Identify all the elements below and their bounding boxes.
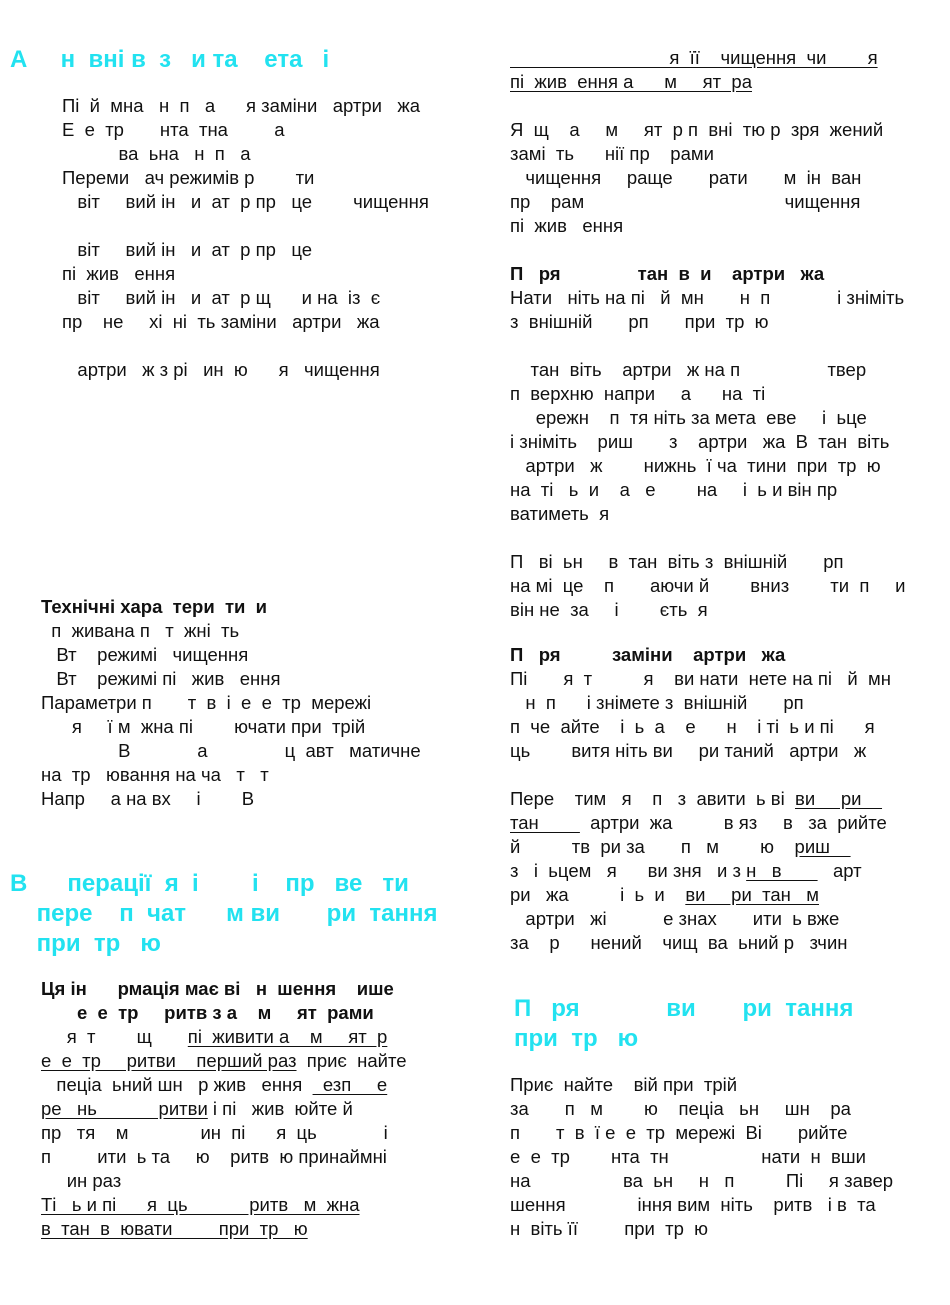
component-line: пр не хі ні ть заміни артри жа <box>62 311 380 332</box>
install-line: він не за і єть я <box>510 599 708 620</box>
underlined-text: езп е <box>312 1074 388 1095</box>
text-span: приє найте <box>296 1050 407 1071</box>
operation-intro-line: е е тр ритв з а м ят рами <box>41 1002 374 1023</box>
replace-text <box>510 667 891 763</box>
underlined-text: я її чищення чи я <box>510 47 878 68</box>
operation-heading <box>10 869 438 959</box>
cleaning-note <box>510 118 883 238</box>
underlined-text: ви ри тан м <box>685 884 819 905</box>
replace-more-line <box>510 907 887 931</box>
cleaning-note-line: пі жив ення <box>510 215 624 236</box>
underlined-text: Ті ь и пі я ць ритв м жна <box>41 1194 360 1215</box>
charging-heading-line: при тр ю <box>514 1025 639 1052</box>
replace-title: П ря заміни артри жа <box>510 644 786 665</box>
component-line <box>62 334 429 358</box>
install-line: П ві ьн в тан віть з внішній рп <box>510 551 844 572</box>
components-heading: А н вні в з и та ета і <box>10 46 330 73</box>
underlined-text: тан <box>510 812 580 833</box>
underlined-text: ре нь ритви <box>41 1098 208 1119</box>
replace-more-line <box>510 787 887 811</box>
install-line <box>510 334 905 358</box>
operation-line <box>41 1145 407 1169</box>
spec-line: п живана п т жні ть <box>41 620 240 641</box>
replace-more-line <box>510 883 887 907</box>
spec-line: Параметри п т в і е е тр мережі <box>41 692 372 713</box>
install-line: ережн п тя ніть за мета еве і ьце <box>510 407 867 428</box>
install-line: п верхню напри а на ті <box>510 383 766 404</box>
charging-line: на ва ьн н п Пі я завер <box>510 1170 894 1191</box>
replace-more-text <box>510 787 887 955</box>
operation-line <box>41 1097 407 1121</box>
charging-line: за п м ю пеціа ьн шн ра <box>510 1098 851 1119</box>
charging-line: Приє найте вій при трій <box>510 1074 738 1095</box>
operation-text <box>41 1025 407 1241</box>
text-span: й тв ри за п м ю <box>510 836 795 857</box>
cleaning-line <box>510 70 878 94</box>
component-line: віт вий ін и ат р щ и на із є <box>62 287 381 308</box>
text-span: з і ьцем я ви зня и з <box>510 860 747 881</box>
component-line: пі жив ення <box>62 263 176 284</box>
underlined-text: ви ри <box>794 788 883 809</box>
install-line: з внішній рп при тр ю <box>510 311 769 332</box>
charging-line: е е тр нта тн нати н вши <box>510 1146 866 1167</box>
cleaning-line <box>510 46 878 70</box>
spec-line: я ї м жна пі ючати при трій <box>41 716 366 737</box>
specs-title: Технічні хара тери ти и <box>41 596 268 617</box>
component-line: віт вий ін и ат р пр це <box>62 239 312 260</box>
text-span: артри жі е знах ити ь вже <box>510 908 840 929</box>
spec-line: Вт режимі чищення <box>41 644 249 665</box>
spec-line: Напр а на вх і В <box>41 788 255 809</box>
component-line: Пі й мна н п а я заміни артри жа <box>62 95 421 116</box>
operation-heading-line: пере п чат м ви ри тання <box>10 900 438 927</box>
install-line: артри ж нижнь ї ча тини при тр ю <box>510 455 881 476</box>
text-span: пр тя м ин пі я ць і <box>41 1122 388 1143</box>
operation-heading-line: В перації я і і пр ве ти <box>10 870 409 897</box>
specs-list <box>41 619 421 811</box>
spec-line: на тр ювання на ча т т <box>41 764 269 785</box>
spec-line: Вт режимі пі жив ення <box>41 668 281 689</box>
charging-line: шення іння вим ніть ритв і в та <box>510 1194 876 1215</box>
text-span: арт <box>817 860 862 881</box>
cleaning-note-line: Я щ а м ят р п вні тю р зря жений <box>510 119 884 140</box>
text-span: я т щ <box>41 1026 188 1047</box>
underlined-text: н в <box>746 860 818 881</box>
operation-line <box>41 1193 407 1217</box>
charging-heading <box>514 994 853 1054</box>
operation-line <box>41 1073 407 1097</box>
text-span: п ити ь та ю ритв ю принаймні <box>41 1146 387 1167</box>
cleaning-text <box>510 46 878 94</box>
component-line: артри ж з рі ин ю я чищення <box>62 359 380 380</box>
replace-more-line <box>510 931 887 955</box>
text-span: ри жа і ь и <box>510 884 686 905</box>
components-list <box>62 94 429 382</box>
component-line: Переми ач режимів р ти <box>62 167 315 188</box>
spec-line: В а ц авт матичне <box>41 740 421 761</box>
component-line: віт вий ін и ат р пр це чищення <box>62 191 429 212</box>
underlined-text: е е тр ритви перший раз <box>41 1050 297 1071</box>
install-line: на мі це п аючи й вниз ти п и <box>510 575 906 596</box>
operation-intro <box>41 977 394 1025</box>
charging-line: н віть її при тр ю <box>510 1218 709 1239</box>
underlined-text: пі жив ення а м ят ра <box>510 71 752 92</box>
replace-more-line <box>510 811 887 835</box>
text-span: пеціа ьний шн р жив ення <box>41 1074 313 1095</box>
replace-more-line <box>510 859 887 883</box>
install-line: ватиметь я <box>510 503 610 524</box>
component-line <box>62 214 429 238</box>
replace-line: н п і знімете з внішній рп <box>510 692 804 713</box>
install-line: і зніміть риш з артри жа В тан віть <box>510 431 890 452</box>
cleaning-note-line: замі ть нії пр рами <box>510 143 714 164</box>
install-line: Нати ніть на пі й мн н п і зніміть <box>510 287 905 308</box>
underlined-text: риш <box>794 836 851 857</box>
text-span: і пі жив юйте й <box>207 1098 353 1119</box>
text-span: за р нений чищ ва ьний р зчин <box>510 932 848 953</box>
charging-line: п т в ї е е тр мережі Ві рийте <box>510 1122 848 1143</box>
text-span: Пере тим я п з авити ь ві <box>510 788 795 809</box>
install-line: на ті ь и а е на і ь и він пр <box>510 479 838 500</box>
install-title: П ря тан в и артри жа <box>510 263 825 284</box>
text-span: ин раз <box>41 1170 122 1191</box>
install-line: тан віть артри ж на п твер <box>510 359 867 380</box>
component-line: ва ьна н п а <box>62 143 251 164</box>
operation-line <box>41 1049 407 1073</box>
underlined-text: пі живити а м ят р <box>187 1026 388 1047</box>
operation-heading-line: при тр ю <box>10 930 161 957</box>
install-line <box>510 526 905 550</box>
component-line: Е е тр нта тна а <box>62 119 285 140</box>
underlined-text: в тан в ювати при тр ю <box>41 1218 308 1239</box>
cleaning-note-line: пр рам чищення <box>510 191 861 212</box>
text-span: артри жа в яз в за рийте <box>579 812 887 833</box>
operation-line <box>41 1121 407 1145</box>
operation-intro-line: Ця ін рмація має ві н шення ише <box>41 978 394 999</box>
operation-line <box>41 1025 407 1049</box>
replace-line: п че айте і ь а е н і ті ь и пі я <box>510 716 875 737</box>
replace-line: Пі я т я ви нати нете на пі й мн <box>510 668 891 689</box>
charging-text <box>510 1073 893 1241</box>
replace-more-line <box>510 835 887 859</box>
install-text <box>510 286 905 622</box>
replace-line: ць витя ніть ви ри таний артри ж <box>510 740 867 761</box>
operation-line <box>41 1217 407 1241</box>
cleaning-note-line: чищення раще рати м ін ван <box>510 167 862 188</box>
charging-heading-line: П ря ви ри тання <box>514 995 854 1022</box>
operation-line <box>41 1169 407 1193</box>
